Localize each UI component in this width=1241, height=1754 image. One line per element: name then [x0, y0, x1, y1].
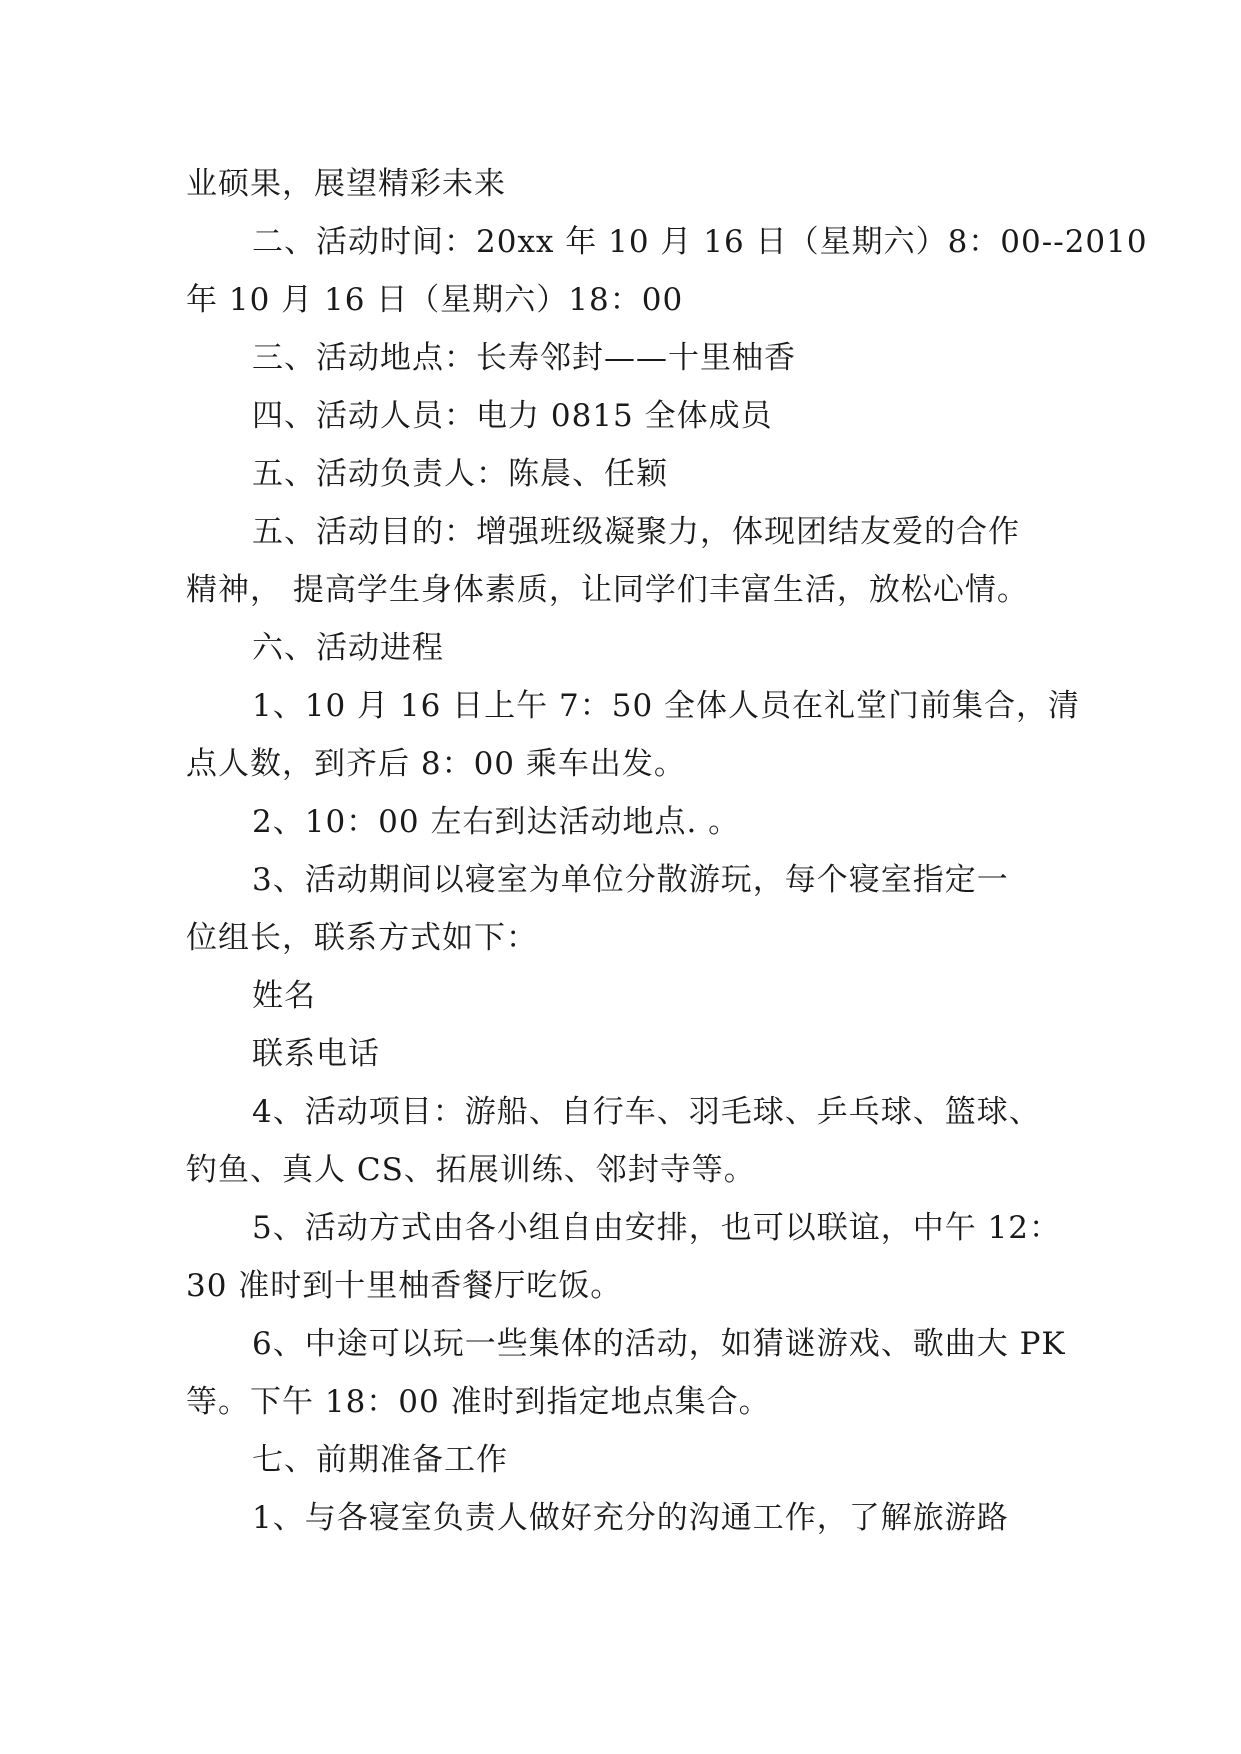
- text-line: 等。下午 18：00 准时到指定地点集合。: [186, 1384, 771, 1420]
- text-line: 钓鱼、真人 CS、拓展训练、邻封寺等。: [186, 1152, 756, 1188]
- text-line: 四、活动人员：电力 0815 全体成员: [252, 398, 773, 434]
- text-line: 1、与各寝室负责人做好充分的沟通工作，了解旅游路: [252, 1500, 1009, 1536]
- text-line: 1、10 月 16 日上午 7：50 全体人员在礼堂门前集合，清: [252, 688, 1081, 724]
- text-line: 三、活动地点：长寿邻封——十里柚香: [252, 340, 796, 376]
- text-line: 位组长，联系方式如下：: [186, 920, 538, 956]
- text-line: 姓名: [252, 978, 316, 1014]
- text-line: 4、活动项目：游船、自行车、羽毛球、乒乓球、篮球、: [252, 1094, 1041, 1130]
- text-line: 五、活动目的：增强班级凝聚力，体现团结友爱的合作: [252, 514, 1020, 550]
- document-body: [186, 155, 1148, 1547]
- text-line: 业硕果，展望精彩未来: [186, 166, 506, 202]
- text-line: 6、中途可以玩一些集体的活动，如猜谜游戏、歌曲大 PK: [252, 1326, 1066, 1362]
- section-heading: 七、前期准备工作: [252, 1442, 508, 1478]
- text-line: 年 10 月 16 日（星期六）18：00: [186, 282, 684, 318]
- text-line: 精神， 提高学生身体素质，让同学们丰富生活，放松心情。: [186, 572, 1029, 608]
- text-line: 5、活动方式由各小组自由安排，也可以联谊，中午 12：: [252, 1210, 1062, 1246]
- section-heading: 六、活动进程: [252, 630, 444, 666]
- text-line: 二、活动时间：20xx 年 10 月 16 日（星期六）8：00--2010: [252, 224, 1148, 260]
- text-line: 联系电话: [252, 1036, 380, 1072]
- text-line: 五、活动负责人：陈晨、任颖: [252, 456, 668, 492]
- text-line: 30 准时到十里柚香餐厅吃饭。: [186, 1268, 623, 1304]
- text-line: 3、活动期间以寝室为单位分散游玩，每个寝室指定一: [252, 862, 1009, 898]
- text-line: 点人数，到齐后 8：00 乘车出发。: [186, 746, 686, 782]
- text-line: 2、10：00 左右到达活动地点. 。: [252, 804, 741, 840]
